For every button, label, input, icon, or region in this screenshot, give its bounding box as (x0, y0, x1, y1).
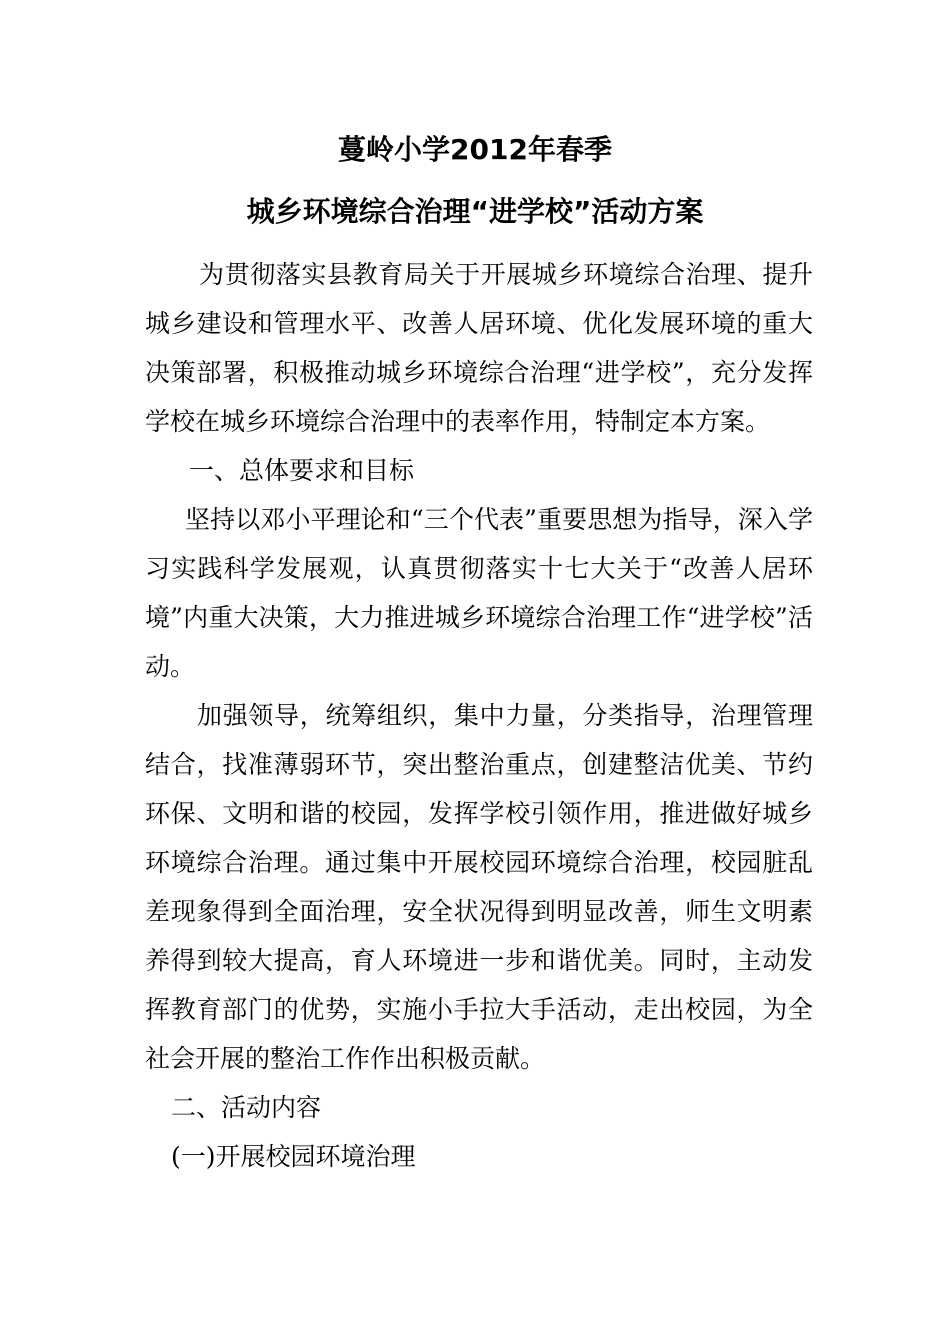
section-heading-2: 二、活动内容 (171, 1093, 322, 1122)
subsection-heading-1: (一)开展校园环境治理 (171, 1142, 416, 1171)
document-body (145, 250, 813, 1181)
document-title-line-1: 蔓岭小学2012年春季 (338, 133, 612, 166)
paragraph-purpose: 为贯彻落实县教育局关于开展城乡环境综合治理、提升城乡建设和管理水平、改善人居环境、优化发展环境的重大决策部署，积极推动城乡环境综合治理“进学校”，充分发挥学校在城乡环境综合治理中的表率作用，特制定本方案。 (145, 260, 813, 436)
paragraph-goals: 加强领导，统筹组织，集中力量，分类指导，治理管理结合，找准薄弱环节，突出整治重点，创建整洁优美、节约环保、文明和谐的校园，发挥学校引领作用，推进做好城乡环境综合治理。通过集中开展校园环境综合治理，校园脏乱差现象得到全面治理，安全状况得到明显改善，师生文明素养得到较大提高，育人环境进一步和谐优美。同时，主动发挥教育部门的优势，实施小手拉大手活动，走出校园，为全社会开展的整治工作作出积极贡献。 (145, 701, 813, 1073)
section-heading-1: 一、总体要求和目标 (189, 456, 415, 485)
paragraph-guiding-principle: 坚持以邓小平理论和“三个代表”重要思想为指导，深入学习实践科学发展观，认真贯彻落实十七大关于“改善人居环境”内重大决策，大力推进城乡环境综合治理工作“进学校”活动。 (145, 505, 813, 681)
document-title-line-2: 城乡环境综合治理“进学校”活动方案 (246, 195, 704, 228)
